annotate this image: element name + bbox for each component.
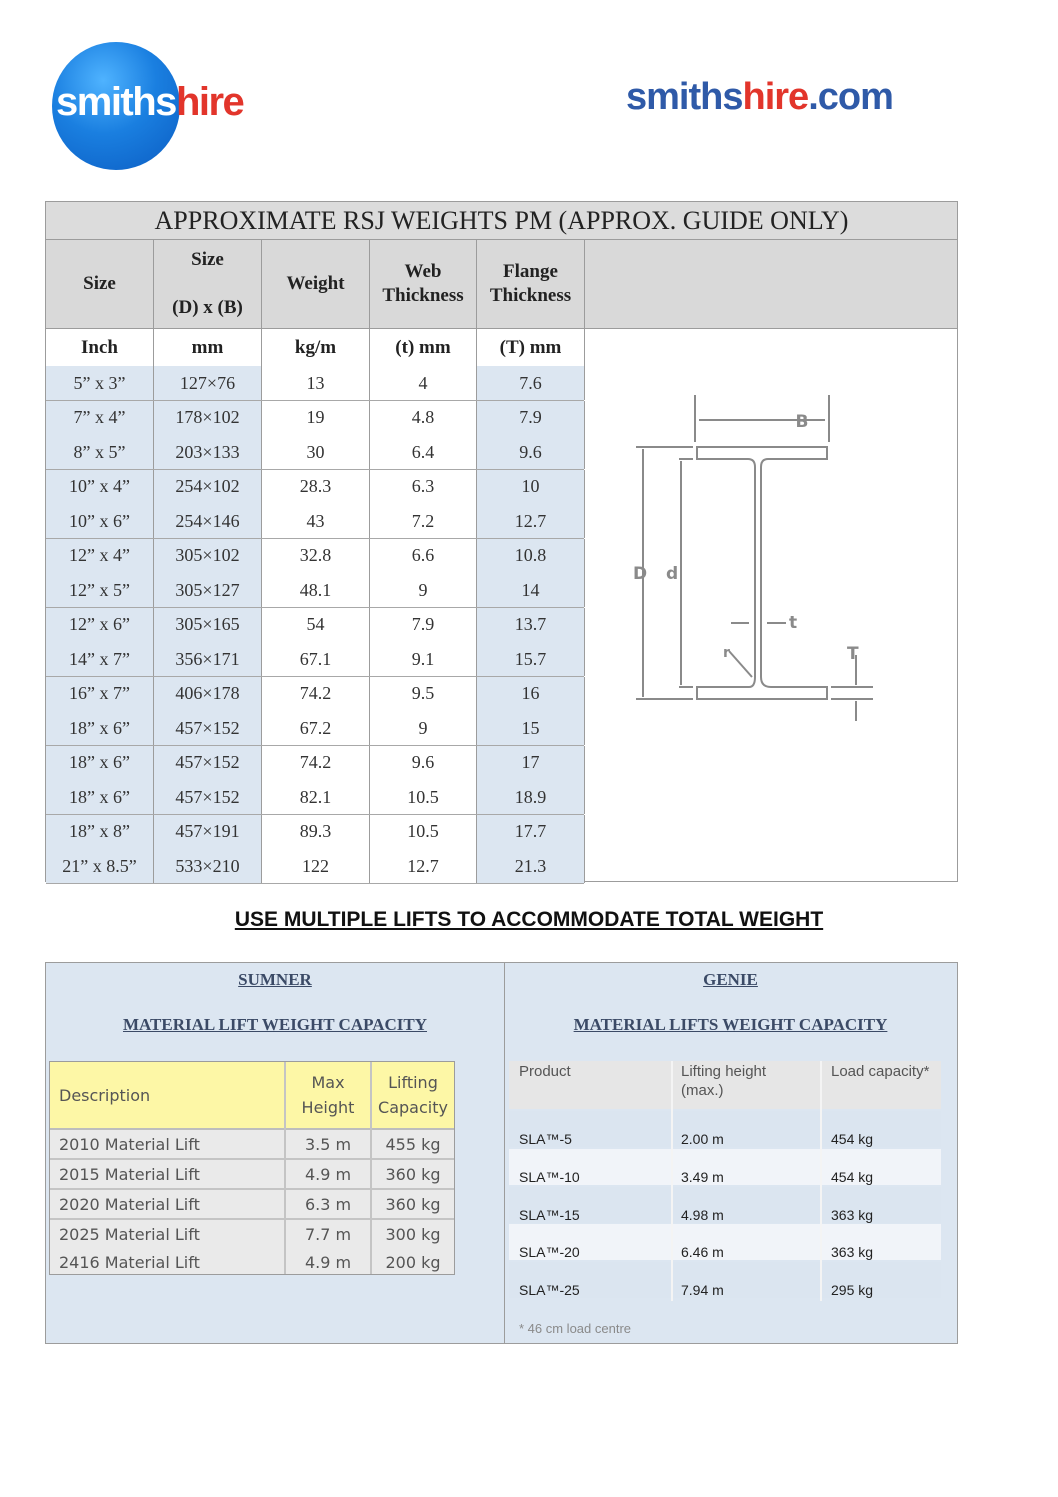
rsj-table-cell: 6.6 bbox=[370, 539, 477, 573]
rsj-table-cell: 7.9 bbox=[370, 608, 477, 642]
header-label: Flange Thickness bbox=[489, 261, 572, 306]
rsj-table-cell: 5” x 3” bbox=[46, 366, 154, 400]
sumner-header-max-height: Max Height bbox=[301, 1073, 355, 1117]
genie-column-line bbox=[671, 1061, 673, 1301]
diagram-label-b: B bbox=[795, 412, 809, 432]
rsj-table-cell: 18” x 6” bbox=[46, 711, 154, 745]
sumner-table-cell: 6.3 m bbox=[304, 1194, 352, 1214]
genie-capacity-table bbox=[509, 1061, 941, 1301]
rsj-table-cell: 254×102 bbox=[154, 470, 262, 504]
sumner-table-cell: 300 kg bbox=[385, 1224, 441, 1244]
header-label: Web Thickness bbox=[382, 261, 464, 306]
genie-table-cell: SLA™-5 bbox=[519, 1131, 572, 1147]
rsj-table-cell: 178×102 bbox=[154, 401, 262, 435]
rsj-weights-table bbox=[45, 201, 958, 882]
rsj-table-cell: 533×210 bbox=[154, 849, 262, 883]
sumner-table-row bbox=[50, 1160, 454, 1190]
genie-table-cell: 4.98 m bbox=[681, 1206, 724, 1223]
rsj-table-cell: 7.6 bbox=[477, 366, 585, 400]
rsj-table-cell: 127×76 bbox=[154, 366, 262, 400]
rsj-table-row bbox=[46, 470, 584, 505]
rsj-table-row bbox=[46, 815, 584, 850]
rsj-table-row bbox=[46, 677, 584, 712]
rsj-table-cell: 305×165 bbox=[154, 608, 262, 642]
unit-cell: (t) mm bbox=[370, 329, 477, 366]
rsj-table-row bbox=[46, 711, 584, 746]
rsj-table-cell: 9.5 bbox=[370, 677, 477, 711]
sumner-table-row bbox=[50, 1220, 454, 1248]
rsj-table-row bbox=[46, 401, 584, 436]
rsj-table-row bbox=[46, 746, 584, 781]
rsj-table-cell: 457×152 bbox=[154, 780, 262, 814]
dim-r-line bbox=[729, 651, 752, 677]
rsj-table-cell: 356×171 bbox=[154, 642, 262, 676]
rsj-table-cell: 6.4 bbox=[370, 435, 477, 469]
rsj-table-cell: 254×146 bbox=[154, 504, 262, 538]
rsj-table-cell: 457×152 bbox=[154, 746, 262, 780]
rsj-table-cell: 21.3 bbox=[477, 849, 585, 883]
rsj-table-cell: 8” x 5” bbox=[46, 435, 154, 469]
header-size-inch bbox=[46, 240, 154, 328]
genie-table-cell: 6.46 m bbox=[681, 1244, 724, 1261]
genie-table-cell: 363 kg bbox=[831, 1244, 874, 1261]
rsj-table-row bbox=[46, 608, 584, 643]
sumner-header-row bbox=[50, 1062, 454, 1130]
genie-table-row bbox=[509, 1149, 941, 1185]
genie-table-cell: SLA™-10 bbox=[519, 1168, 580, 1185]
web-text-hire: hire bbox=[742, 76, 809, 118]
sumner-table-cell: 7.7 m bbox=[304, 1224, 352, 1244]
genie-table-cell: 7.94 m bbox=[681, 1282, 724, 1299]
web-text-smiths: smiths bbox=[626, 76, 743, 118]
header-label: Weight bbox=[286, 273, 345, 294]
sumner-table-cell: 2010 Material Lift bbox=[59, 1134, 200, 1154]
logo-wordmark bbox=[56, 80, 243, 125]
rsj-table-cell: 30 bbox=[262, 435, 370, 469]
genie-header-load-capacity: Load capacity* bbox=[831, 1063, 930, 1080]
unit-cell: (T) mm bbox=[477, 329, 585, 366]
sumner-table-cell: 360 kg bbox=[385, 1164, 441, 1184]
genie-column-line bbox=[820, 1061, 822, 1301]
rsj-table-cell: 74.2 bbox=[262, 677, 370, 711]
header-flange-thickness bbox=[477, 240, 585, 328]
sumner-table-cell: 4.9 m bbox=[304, 1252, 352, 1272]
rsj-table-cell: 28.3 bbox=[262, 470, 370, 504]
rsj-table-cell: 18” x 6” bbox=[46, 780, 154, 814]
genie-header-lifting-height: Lifting height (max.) bbox=[681, 1063, 767, 1099]
genie-brand: GENIE bbox=[703, 970, 758, 989]
rsj-table-cell: 16” x 7” bbox=[46, 677, 154, 711]
genie-table-row bbox=[509, 1262, 941, 1298]
sumner-table-cell: 4.9 m bbox=[304, 1164, 352, 1184]
rsj-table-cell: 12” x 6” bbox=[46, 608, 154, 642]
rsj-table-row bbox=[46, 504, 584, 539]
rsj-table-cell: 18” x 6” bbox=[46, 746, 154, 780]
sumner-table-cell: 2020 Material Lift bbox=[59, 1194, 200, 1214]
genie-header-product: Product bbox=[519, 1063, 571, 1080]
genie-table-cell: SLA™-25 bbox=[519, 1282, 580, 1299]
rsj-table-cell: 305×102 bbox=[154, 539, 262, 573]
rsj-table-cell: 15 bbox=[477, 711, 585, 745]
rsj-table-cell: 9.6 bbox=[477, 435, 585, 469]
diagram-label-d-lower: d bbox=[666, 564, 679, 584]
rsj-table-cell: 7” x 4” bbox=[46, 401, 154, 435]
rsj-table-cell: 12.7 bbox=[370, 849, 477, 883]
rsj-table-cell: 43 bbox=[262, 504, 370, 538]
rsj-table-cell: 10.5 bbox=[370, 780, 477, 814]
rsj-table-cell: 203×133 bbox=[154, 435, 262, 469]
genie-table-cell: 3.49 m bbox=[681, 1168, 724, 1185]
rsj-table-cell: 89.3 bbox=[262, 815, 370, 849]
sumner-header-description: Description bbox=[59, 1085, 151, 1105]
rsj-table-cell: 14 bbox=[477, 573, 585, 607]
header-size-line1: Size bbox=[191, 249, 224, 270]
sumner-column-line bbox=[370, 1062, 372, 1274]
genie-table-row bbox=[509, 1111, 941, 1147]
genie-table-cell: 454 kg bbox=[831, 1168, 874, 1185]
rsj-table-cell: 10” x 6” bbox=[46, 504, 154, 538]
rsj-table-cell: 4 bbox=[370, 366, 477, 400]
rsj-table-cell: 15.7 bbox=[477, 642, 585, 676]
web-text-com: .com bbox=[808, 76, 893, 118]
rsj-table-cell: 16 bbox=[477, 677, 585, 711]
rsj-table-cell: 67.2 bbox=[262, 711, 370, 745]
rsj-table-cell: 9 bbox=[370, 573, 477, 607]
genie-table-cell: 2.00 m bbox=[681, 1131, 724, 1147]
sumner-subtitle: MATERIAL LIFT WEIGHT CAPACITY bbox=[122, 1015, 428, 1034]
sumner-table-cell: 455 kg bbox=[385, 1134, 441, 1154]
rsj-table-row bbox=[46, 539, 584, 574]
genie-subtitle: MATERIAL LIFTS WEIGHT CAPACITY bbox=[573, 1015, 888, 1034]
sumner-table-cell: 3.5 m bbox=[304, 1134, 352, 1154]
logo-text-smiths: smiths bbox=[56, 80, 176, 124]
rsj-table-cell: 18” x 8” bbox=[46, 815, 154, 849]
header-web-thickness bbox=[370, 240, 477, 328]
sumner-brand: SUMNER bbox=[238, 970, 312, 989]
rsj-table-cell: 32.8 bbox=[262, 539, 370, 573]
rsj-table-cell: 13.7 bbox=[477, 608, 585, 642]
header-label: Size bbox=[83, 273, 116, 294]
rsj-table-row bbox=[46, 573, 584, 608]
sumner-table-cell: 2416 Material Lift bbox=[59, 1252, 200, 1272]
genie-table-cell: 454 kg bbox=[831, 1131, 874, 1147]
rsj-table-cell: 18.9 bbox=[477, 780, 585, 814]
unit-cell: Inch bbox=[46, 329, 154, 366]
rsj-table-cell: 7.2 bbox=[370, 504, 477, 538]
rsj-table-row bbox=[46, 780, 584, 815]
rsj-table-row bbox=[46, 366, 584, 401]
sumner-column-line bbox=[284, 1062, 286, 1274]
rsj-table-cell: 10” x 4” bbox=[46, 470, 154, 504]
rsj-header-row bbox=[46, 240, 957, 329]
rsj-table-cell: 82.1 bbox=[262, 780, 370, 814]
rsj-table-cell: 13 bbox=[262, 366, 370, 400]
rsj-table-cell: 17 bbox=[477, 746, 585, 780]
rsj-table-cell: 74.2 bbox=[262, 746, 370, 780]
rsj-table-cell: 6.3 bbox=[370, 470, 477, 504]
rsj-table-cell: 122 bbox=[262, 849, 370, 883]
genie-table-row bbox=[509, 1187, 941, 1223]
rsj-table-cell: 21” x 8.5” bbox=[46, 849, 154, 883]
multiple-lifts-heading: USE MULTIPLE LIFTS TO ACCOMMODATE TOTAL WEIGHT bbox=[234, 908, 824, 931]
sumner-capacity-table bbox=[49, 1061, 455, 1275]
header-size-mm bbox=[154, 240, 262, 328]
sumner-table-row bbox=[50, 1248, 454, 1276]
genie-table-cell: 295 kg bbox=[831, 1282, 874, 1299]
sumner-table-cell: 2015 Material Lift bbox=[59, 1164, 200, 1184]
rsj-table-cell: 19 bbox=[262, 401, 370, 435]
rsj-table-row bbox=[46, 642, 584, 677]
rsj-table-cell: 305×127 bbox=[154, 573, 262, 607]
rsj-table-row bbox=[46, 849, 584, 884]
sumner-header-lifting-capacity: Lifting Capacity bbox=[378, 1073, 448, 1117]
rsj-unit-row bbox=[46, 329, 584, 367]
rsj-table-cell: 12” x 5” bbox=[46, 573, 154, 607]
rsj-table-cell: 10.5 bbox=[370, 815, 477, 849]
diagram-label-tt: T bbox=[847, 644, 859, 664]
unit-cell: kg/m bbox=[262, 329, 370, 366]
rsj-table-cell: 10 bbox=[477, 470, 585, 504]
diagram-label-r: r bbox=[723, 645, 730, 661]
sumner-table-row bbox=[50, 1130, 454, 1160]
genie-load-centre-note: * 46 cm load centre bbox=[519, 1321, 632, 1336]
genie-table-cell: SLA™-20 bbox=[519, 1244, 580, 1261]
rsj-table-cell: 9.6 bbox=[370, 746, 477, 780]
lift-capacity-section bbox=[45, 962, 958, 1344]
rsj-table-cell: 457×191 bbox=[154, 815, 262, 849]
beam-outline bbox=[697, 447, 827, 699]
sumner-table-cell: 200 kg bbox=[385, 1252, 441, 1272]
rsj-table-cell: 406×178 bbox=[154, 677, 262, 711]
genie-table-cell: 363 kg bbox=[831, 1206, 874, 1223]
genie-table-cell: SLA™-15 bbox=[519, 1206, 580, 1223]
rsj-table-cell: 9.1 bbox=[370, 642, 477, 676]
rsj-table-title: APPROXIMATE RSJ WEIGHTS PM (APPROX. GUIDE ONLY) bbox=[46, 202, 957, 240]
diagram-label-t: t bbox=[789, 613, 798, 633]
rsj-table-cell: 10.8 bbox=[477, 539, 585, 573]
rsj-table-cell: 48.1 bbox=[262, 573, 370, 607]
rsj-table-cell: 67.1 bbox=[262, 642, 370, 676]
rsj-table-row bbox=[46, 435, 584, 470]
sumner-table-row bbox=[50, 1190, 454, 1220]
genie-header-row bbox=[509, 1061, 941, 1109]
genie-table-row bbox=[509, 1224, 941, 1260]
rsj-table-cell: 7.9 bbox=[477, 401, 585, 435]
rsj-table-cell: 54 bbox=[262, 608, 370, 642]
rsj-table-cell: 4.8 bbox=[370, 401, 477, 435]
i-beam-diagram bbox=[621, 387, 921, 727]
rsj-table-cell: 9 bbox=[370, 711, 477, 745]
sumner-table-cell: 2025 Material Lift bbox=[59, 1224, 200, 1244]
diagram-label-d-upper: D bbox=[633, 564, 648, 584]
rsj-table-cell: 12” x 4” bbox=[46, 539, 154, 573]
sumner-table-cell: 360 kg bbox=[385, 1194, 441, 1214]
unit-cell: mm bbox=[154, 329, 262, 366]
logo-text-hire: hire bbox=[175, 80, 244, 124]
website-wordmark bbox=[626, 76, 893, 119]
rsj-table-cell: 17.7 bbox=[477, 815, 585, 849]
rsj-table-cell: 457×152 bbox=[154, 711, 262, 745]
smithshire-logo bbox=[52, 42, 252, 170]
header-size-line2: (D) x (B) bbox=[172, 297, 243, 318]
rsj-table-cell: 12.7 bbox=[477, 504, 585, 538]
header-weight bbox=[262, 240, 370, 328]
rsj-table-cell: 14” x 7” bbox=[46, 642, 154, 676]
